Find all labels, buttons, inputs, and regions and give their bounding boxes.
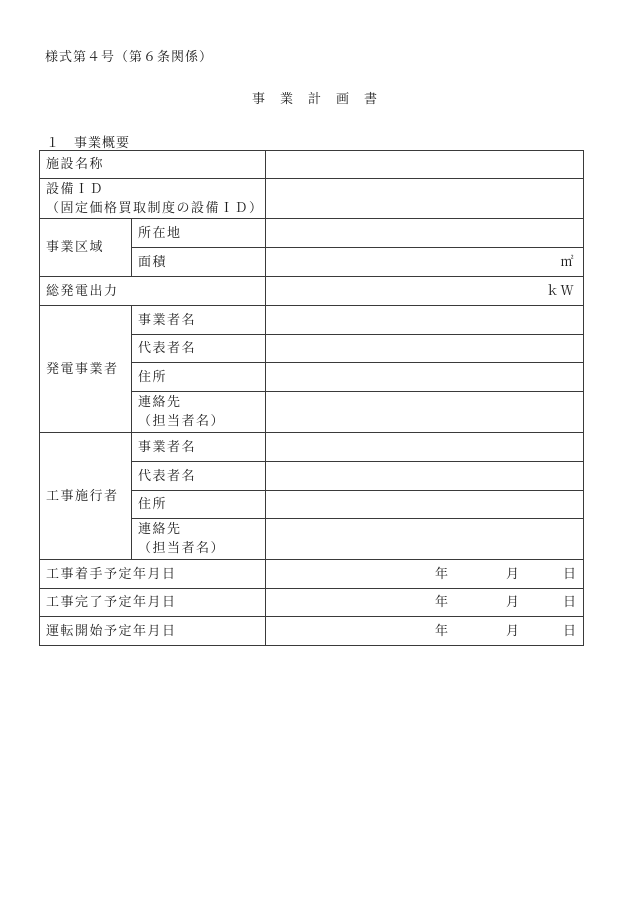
area-value — [266, 248, 584, 277]
date-year-label: 年 — [435, 566, 450, 582]
constructor-representative-label: 代表者名 — [132, 462, 266, 491]
equipment-id-row — [40, 179, 584, 219]
equipment-id-label — [40, 179, 266, 219]
location-label: 所在地 — [132, 219, 266, 248]
area-unit: ㎡ — [560, 254, 576, 270]
location-value — [266, 219, 584, 248]
date-month-label: 月 — [506, 623, 521, 639]
business-area-location-row — [40, 219, 584, 248]
constructor-contact-label — [132, 519, 266, 560]
construction-start-date-row — [40, 560, 584, 589]
constructor-contact-line1: 連絡先 — [138, 522, 182, 537]
constructor-address-label: 住所 — [132, 491, 266, 519]
constructor-contact-value — [266, 519, 584, 560]
date-month-label: 月 — [506, 595, 521, 610]
total-output-unit: ｋＷ — [546, 283, 576, 299]
construction-end-date-label: 工事完了予定年月日 — [40, 589, 266, 617]
power-operator-address-value — [266, 363, 584, 392]
power-operator-business-name-value — [266, 306, 584, 335]
business-overview-table — [39, 150, 584, 646]
area-label: 面積 — [132, 248, 266, 277]
total-output-label: 総発電出力 — [40, 277, 266, 306]
equipment-id-label-line1: 設備ＩＤ — [46, 181, 105, 197]
operation-start-date-label: 運転開始予定年月日 — [40, 617, 266, 646]
construction-start-date-label: 工事着手予定年月日 — [40, 560, 266, 589]
equipment-id-value — [266, 179, 584, 219]
form-number: 様式第４号（第６条関係） — [45, 50, 214, 65]
operation-start-date-value — [266, 617, 584, 646]
power-operator-address-label: 住所 — [132, 363, 266, 392]
date-day-label: 日 — [563, 623, 578, 639]
constructor-business-name-label: 事業者名 — [132, 433, 266, 462]
constructor-label: 工事施行者 — [40, 433, 132, 560]
total-output-row — [40, 277, 584, 306]
facility-name-value — [266, 151, 584, 179]
power-operator-representative-label: 代表者名 — [132, 335, 266, 363]
total-output-value — [266, 277, 584, 306]
date-day-label: 日 — [563, 566, 578, 582]
date-day-label: 日 — [563, 595, 578, 610]
constructor-business-name-value — [266, 433, 584, 462]
power-operator-contact-line1: 連絡先 — [138, 395, 182, 410]
power-operator-contact-value — [266, 392, 584, 433]
construction-end-date-row — [40, 589, 584, 617]
business-area-label: 事業区域 — [40, 219, 132, 277]
constructor-address-value — [266, 491, 584, 519]
date-year-label: 年 — [435, 595, 450, 610]
date-year-label: 年 — [435, 623, 450, 639]
power-operator-representative-value — [266, 335, 584, 363]
constructor-contact-line2: （担当者名） — [138, 541, 226, 556]
operation-start-date-row — [40, 617, 584, 646]
equipment-id-label-line2: （固定価格買取制度の設備ＩＤ） — [46, 200, 264, 216]
facility-name-row — [40, 151, 584, 179]
power-operator-label: 発電事業者 — [40, 306, 132, 433]
facility-name-label: 施設名称 — [40, 151, 266, 179]
constructor-row-1 — [40, 433, 584, 462]
constructor-representative-value — [266, 462, 584, 491]
construction-start-date-value — [266, 560, 584, 589]
document-title: 事 業 計 画 書 — [251, 92, 378, 107]
power-operator-contact-label — [132, 392, 266, 433]
construction-end-date-value — [266, 589, 584, 617]
power-operator-contact-line2: （担当者名） — [138, 414, 226, 429]
section-heading: １ 事業概要 — [46, 136, 131, 151]
power-operator-business-name-label: 事業者名 — [132, 306, 266, 335]
power-operator-row-1 — [40, 306, 584, 335]
date-month-label: 月 — [506, 566, 521, 582]
